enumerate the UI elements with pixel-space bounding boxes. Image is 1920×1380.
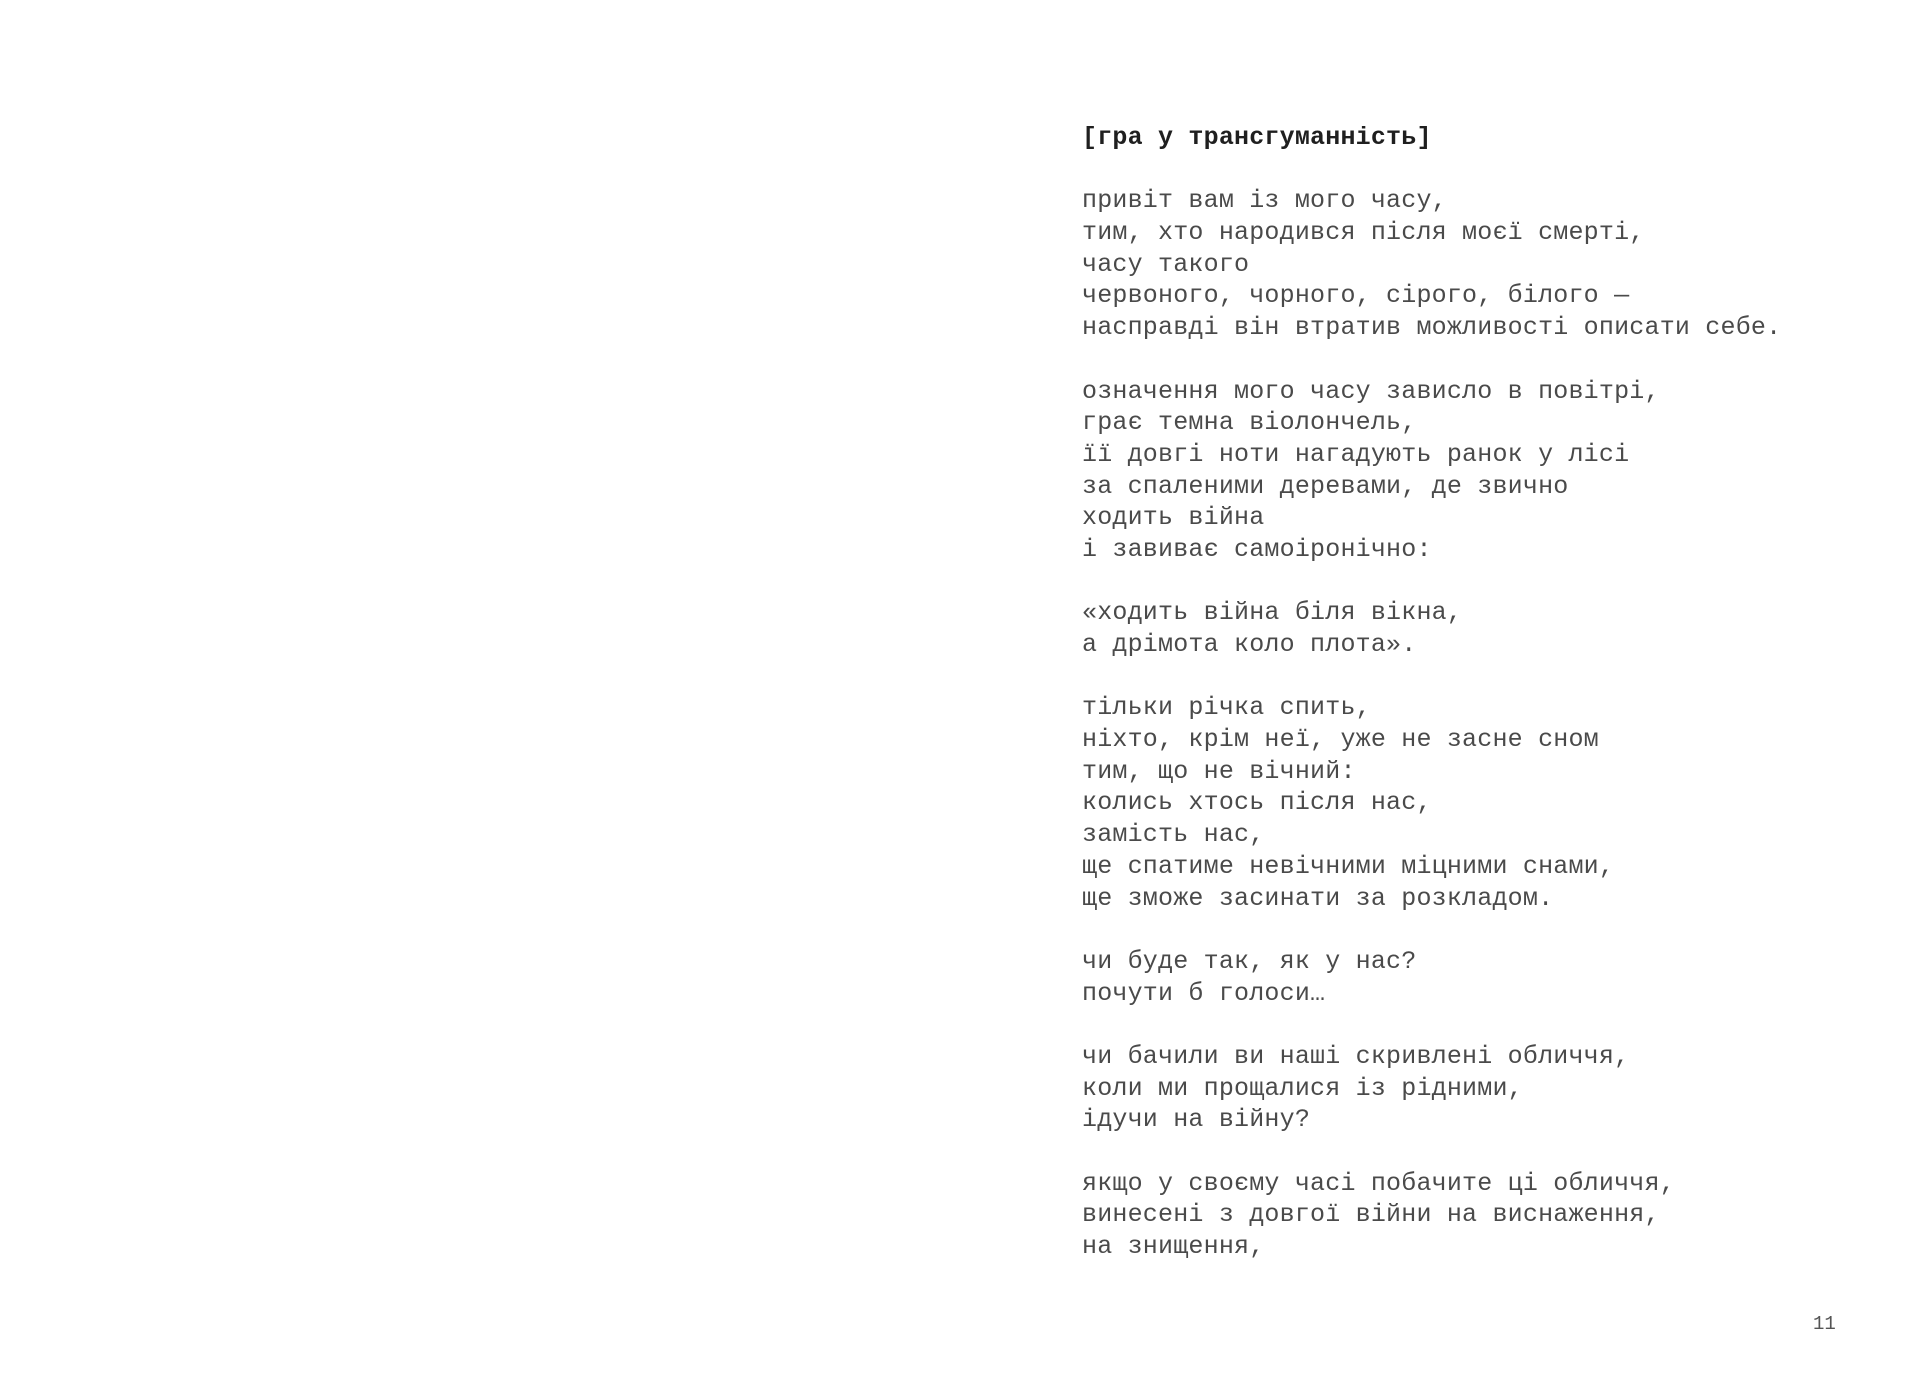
poem-line: тільки річка спить, [1082,693,1371,723]
stanza [1082,376,1882,566]
poem-body [1082,185,1882,1262]
poem-line: ідучи на війну? [1082,1105,1311,1135]
stanza [1082,597,1882,660]
stanza [1082,1041,1882,1136]
poem-line: часу такого [1082,249,1250,279]
poem-line: тим, що не вічний: [1082,756,1356,786]
poem-line: і завиває самоіронічно: [1082,534,1432,564]
poem-line: винесені з довгої війни на виснаження, [1082,1200,1660,1230]
poem-line: ще зможе засинати за розкладом. [1082,883,1554,913]
stanza [1082,185,1882,343]
poem-line: ходить війна [1082,503,1265,533]
poem-line: ніхто, крім неї, уже не засне сном [1082,725,1599,755]
poem-line: її довгі ноти нагадують ранок у лісі [1082,439,1630,469]
poem-line: червоного, чорного, сірого, білого — [1082,281,1630,311]
poem [1082,122,1882,1263]
poem-line: на знищення, [1082,1232,1265,1262]
poem-line: колись хтось після нас, [1082,788,1432,818]
poem-line: за спаленими деревами, де звично [1082,471,1569,501]
stanza [1082,692,1882,914]
stanza [1082,1168,1882,1263]
poem-title: [гра у трансгуманність] [1082,123,1432,152]
poem-line: а дрімота коло плота». [1082,630,1417,659]
poem-line: насправді він втратив можливості описати себе. [1082,313,1782,343]
poem-line: чи буде так, як у нас? [1082,946,1417,976]
poem-line: замість нас, [1082,820,1265,850]
stanza [1082,946,1882,1009]
poem-line: тим, хто народився після моєї смерті, [1082,218,1645,248]
page-number: 11 [1813,1313,1836,1335]
poem-line: означення мого часу зависло в повітрі, [1082,376,1660,406]
poem-line: ще спатиме невічними міцними снами, [1082,851,1615,881]
poem-line: чи бачили ви наші скривлені обличчя, [1082,1041,1630,1071]
poem-line: грає темна віолончель, [1082,408,1417,438]
right-page [960,0,1920,1380]
poem-line: «ходить війна біля вікна, [1082,598,1463,628]
poem-line: почути б голоси… [1082,978,1326,1008]
poem-line: якщо у своєму часі побачите ці обличчя, [1082,1168,1675,1198]
poem-line: коли ми прощалися із рідними, [1082,1073,1523,1103]
poem-line: привіт вам із мого часу, [1082,186,1447,216]
